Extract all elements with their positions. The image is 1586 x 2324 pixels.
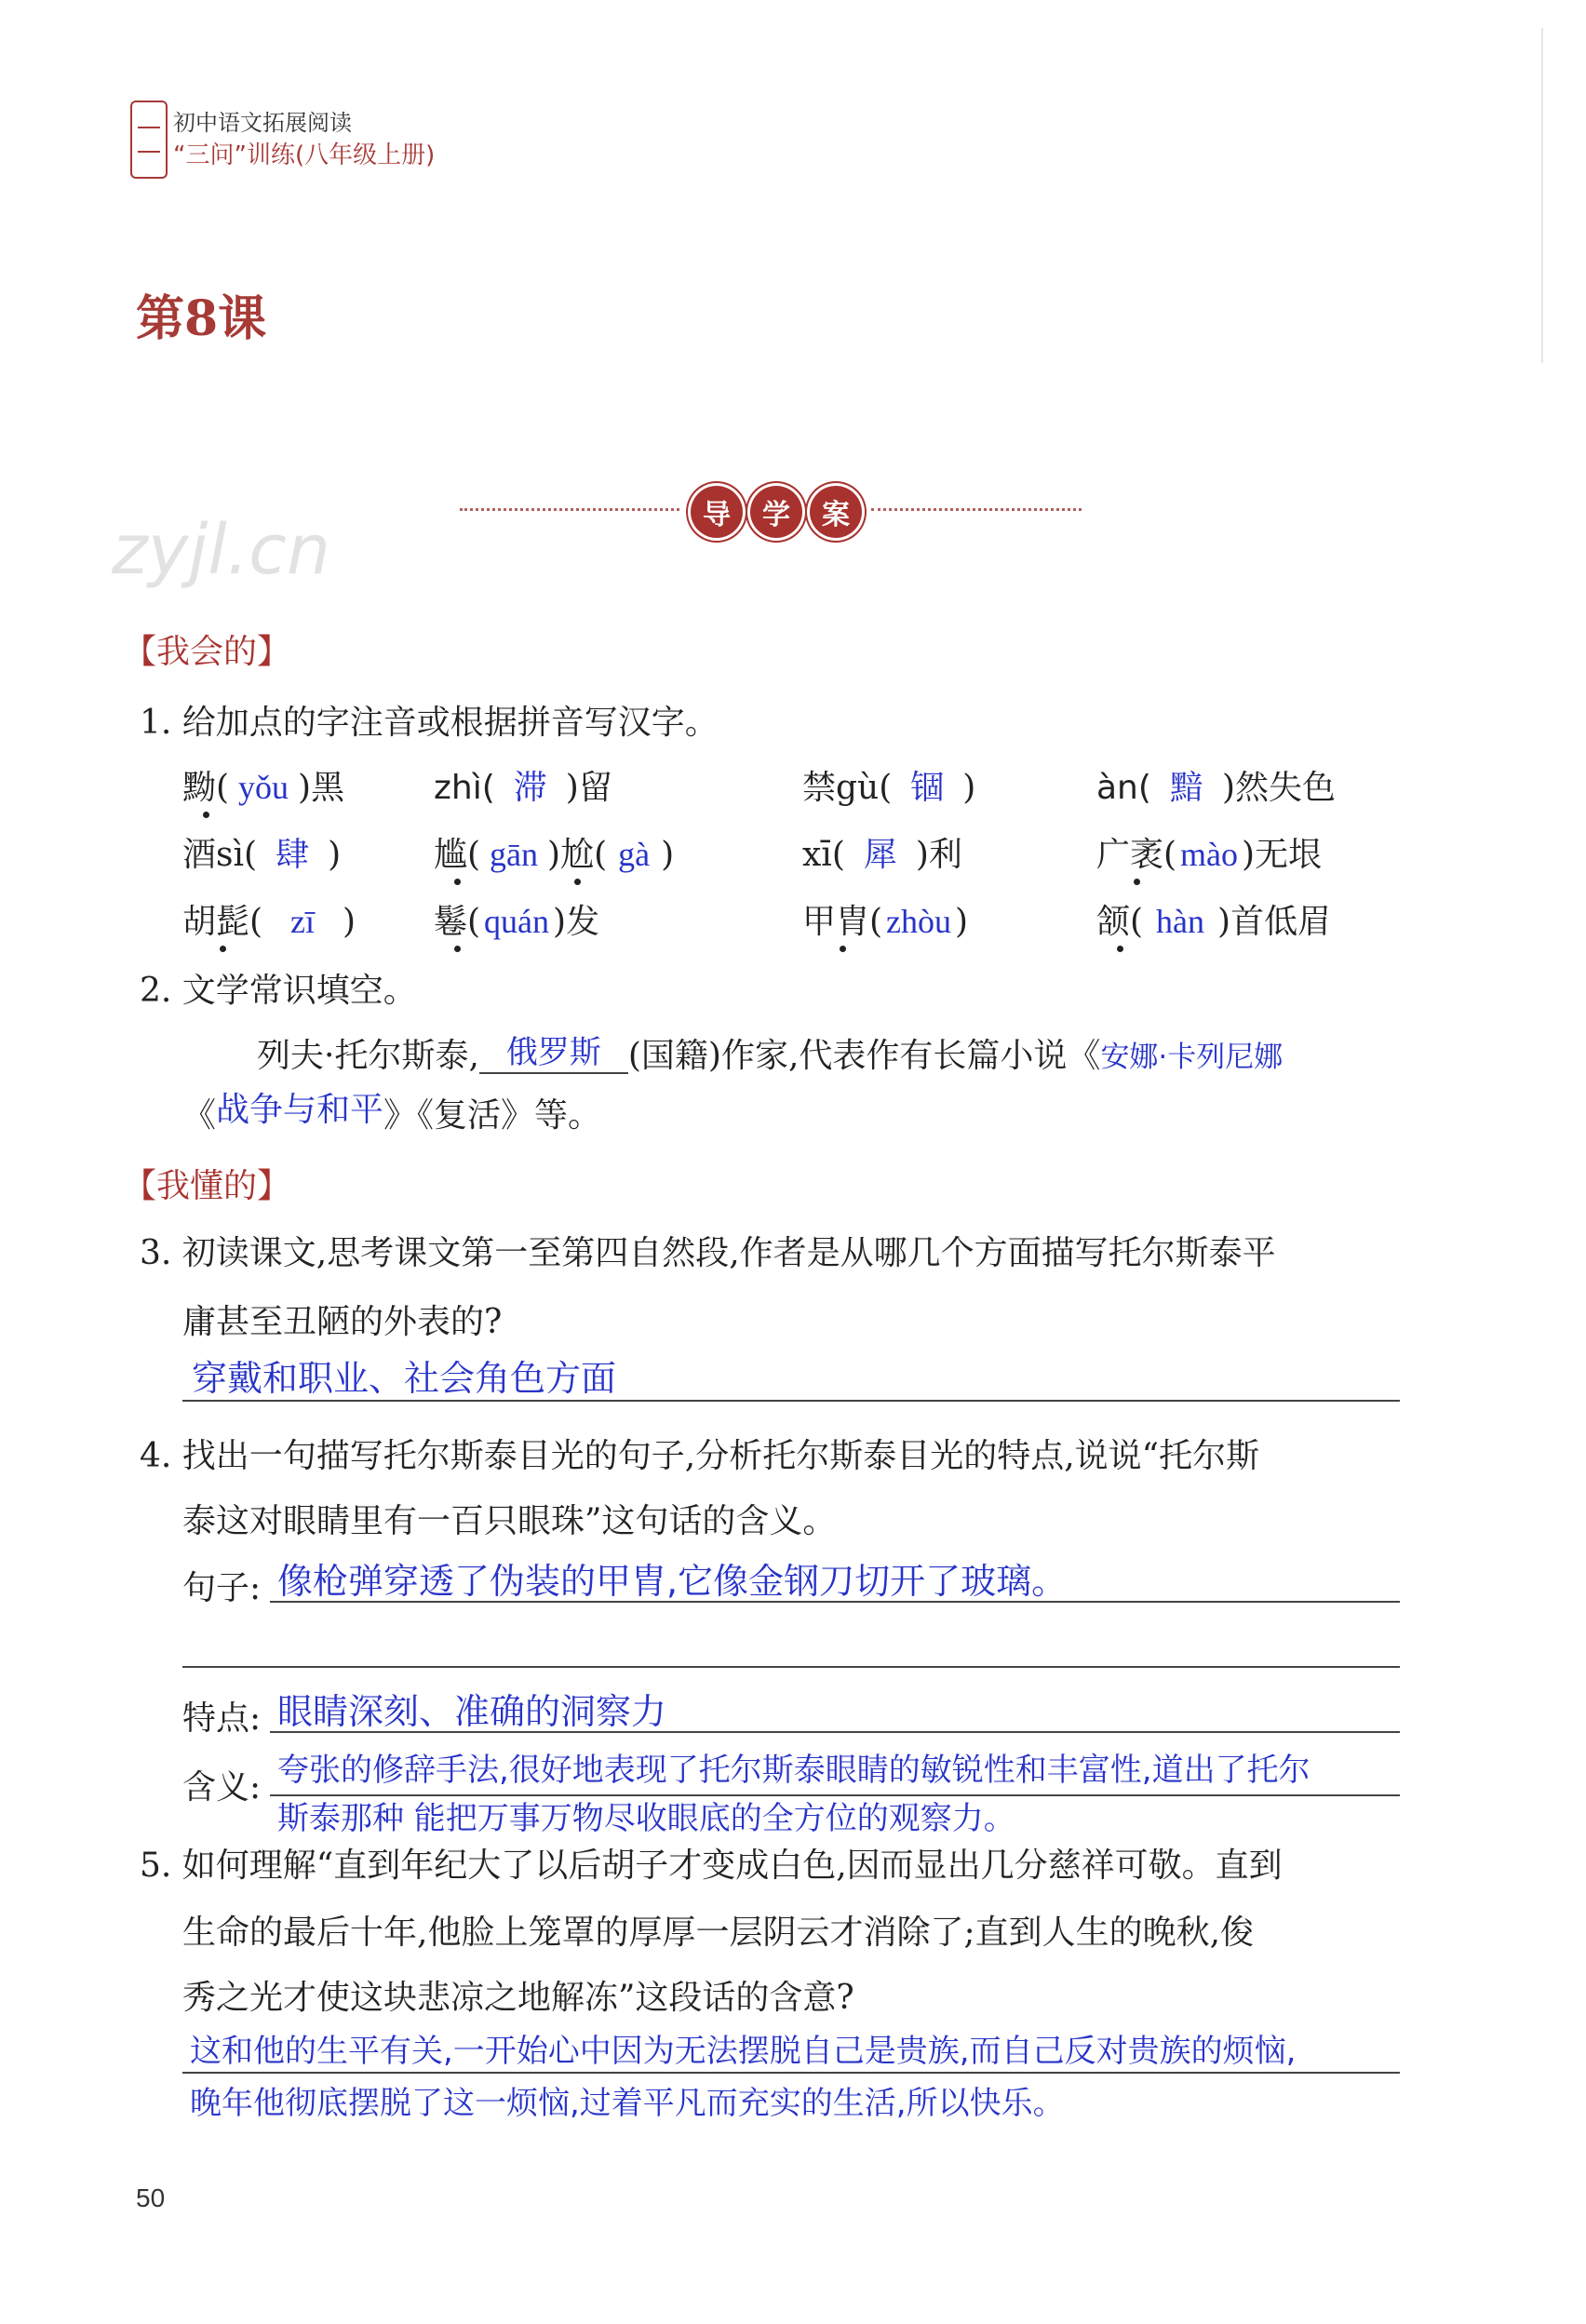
q1-item-post: )尬( xyxy=(547,836,608,874)
q4-answer-meaning-1: 夸张的修辞手法,很好地表现了托尔斯泰眼睛的敏锐性和丰富性,道出了托尔 xyxy=(277,1752,1310,1789)
q1-item xyxy=(434,828,674,876)
q1-item-answer: mào xyxy=(1180,836,1239,873)
q1-item-post: )黑 xyxy=(298,769,345,807)
q1-item-post: )留 xyxy=(565,769,612,807)
q2-text-d: 》《复活》等。 xyxy=(383,1096,602,1135)
q1-item-answer: gān xyxy=(490,836,539,873)
q1-item-post: )然失色 xyxy=(1221,769,1336,807)
q3-line-2: 庸甚至丑陋的外表的? xyxy=(182,1303,503,1341)
q1-item-post-2: ) xyxy=(661,836,675,874)
q1-item-pre: xī( xyxy=(802,836,845,874)
lesson-title: 第8课 xyxy=(136,290,267,347)
q4-label-feature: 特点: xyxy=(182,1699,262,1738)
q1-item-post: )首低眉 xyxy=(1217,903,1332,941)
watermark: zyjl.cn xyxy=(112,510,330,590)
q1-item xyxy=(434,761,612,809)
answer-line xyxy=(270,1731,1400,1733)
q4-answer-feature: 眼睛深刻、准确的洞察力 xyxy=(277,1691,667,1732)
q2-answer-novel-1: 安娜·卡列尼娜 xyxy=(1100,1041,1284,1074)
q1-item-pre: àn( xyxy=(1096,769,1151,807)
banner-badge-2: 学 xyxy=(750,486,802,538)
q2-answer-novel-2: 战争与和平 xyxy=(216,1091,384,1129)
q1-item-pre: 尴( xyxy=(434,836,481,874)
q2-text-c: 《 xyxy=(182,1096,217,1135)
q1-item-pre: 禁gù( xyxy=(802,769,893,807)
q1-item-answer-2: gà xyxy=(618,836,651,873)
q4-line-2: 泰这对眼睛里有一百只眼珠”这句话的含义。 xyxy=(182,1502,837,1540)
q1-item-post: )发 xyxy=(553,903,600,941)
banner-badge-3: 案 xyxy=(810,486,862,538)
q1-item xyxy=(1096,828,1322,876)
q1-item-pre: 鬈( xyxy=(434,903,481,941)
q1-item-answer: 滞 xyxy=(513,769,547,807)
banner-divider-right xyxy=(871,508,1082,511)
q1-item xyxy=(182,895,356,943)
q2-line-2 xyxy=(182,1089,601,1136)
q4-answer-sentence: 像枪弹穿透了伪装的甲胄,它像金钢刀切开了玻璃。 xyxy=(277,1561,1068,1602)
q1-item-answer: zī xyxy=(290,903,316,940)
q1-item-pre: 胡髭( xyxy=(182,903,263,941)
q1-item-post: ) xyxy=(328,836,342,874)
q2-text-b: (国籍)作家,代表作有长篇小说《 xyxy=(627,1037,1101,1075)
q1-item-answer: hàn xyxy=(1156,903,1205,940)
q1-prompt: 1. 给加点的字注音或根据拼音写汉字。 xyxy=(140,704,719,742)
q5-answer-2: 晚年他彻底摆脱了这一烦恼,过着平凡而充实的生活,所以快乐。 xyxy=(190,2085,1065,2122)
q1-item-post: ) xyxy=(343,903,356,941)
q1-item-pre: 黝( xyxy=(182,769,230,807)
q5-line-2: 生命的最后十年,他脸上笼罩的厚厚一层阴云才消除了;直到人生的晚秋,俊 xyxy=(182,1914,1255,1952)
q1-item-answer: quán xyxy=(484,903,550,940)
q4-label-meaning: 含义: xyxy=(182,1768,262,1807)
q1-item-answer: 犀 xyxy=(863,836,897,874)
q1-item-answer: yǒu xyxy=(238,769,289,806)
q5-line-1: 5. 如何理解“直到年纪大了以后胡子才变成白色,因而显出几分慈祥可敬。直到 xyxy=(140,1847,1283,1885)
q1-item-pre: 颔( xyxy=(1096,903,1144,941)
banner-divider-left xyxy=(460,508,679,511)
section-heading-1: 【我会的】 xyxy=(123,633,291,671)
q1-item-answer: zhòu xyxy=(886,903,952,940)
page-number: 50 xyxy=(136,2183,166,2212)
series-seal-logo xyxy=(130,101,168,179)
q1-item xyxy=(434,895,599,943)
q1-item xyxy=(802,828,962,876)
q3-line-1: 3. 初读课文,思考课文第一至第四自然段,作者是从哪几个方面描写托尔斯泰平 xyxy=(140,1234,1276,1272)
book-subtitle: “三问”训练(八年级上册) xyxy=(173,141,436,169)
q1-item xyxy=(182,828,341,876)
q4-answer-meaning-2: 斯泰那种 能把万事万物尽收眼底的全方位的观察力。 xyxy=(277,1800,1015,1837)
q1-item-post: ) xyxy=(962,769,976,807)
q1-item-post: )无垠 xyxy=(1242,836,1323,874)
q1-item xyxy=(802,895,968,943)
q1-item-pre: 甲胄( xyxy=(802,903,883,941)
q2-answer-country: 俄罗斯 xyxy=(479,1027,628,1074)
book-title: 初中语文拓展阅读 xyxy=(173,110,352,136)
q2-prompt: 2. 文学常识填空。 xyxy=(140,972,417,1010)
q1-item xyxy=(1096,761,1336,809)
q1-item-pre: 广袤( xyxy=(1096,836,1177,874)
q1-item-answer: 黯 xyxy=(1169,769,1203,807)
q2-text-a: 列夫·托尔斯泰, xyxy=(257,1037,479,1075)
q1-item xyxy=(182,761,344,809)
section-heading-2: 【我懂的】 xyxy=(123,1167,291,1205)
q1-item xyxy=(1096,895,1331,943)
q5-answer-1: 这和他的生平有关,一开始心中因为无法摆脱自己是贵族,而自己反对贵族的烦恼, xyxy=(190,2033,1297,2070)
answer-line xyxy=(270,1601,1400,1603)
answer-line xyxy=(182,1400,1400,1402)
q2-line-1 xyxy=(257,1029,1283,1078)
q1-item-pre: zhì( xyxy=(434,769,495,807)
q5-line-3: 秀之光才使这块悲凉之地解冻”这段话的含意? xyxy=(182,1979,854,2017)
answer-line xyxy=(182,1666,1400,1668)
q1-item-answer: 锢 xyxy=(910,769,945,807)
q1-item-post: ) xyxy=(955,903,969,941)
q1-item-post: )利 xyxy=(915,836,962,874)
q4-label-sentence: 句子: xyxy=(182,1569,262,1607)
q1-item-answer: 肆 xyxy=(276,836,310,874)
banner-badge-1: 导 xyxy=(691,486,743,538)
q3-answer: 穿戴和职业、社会角色方面 xyxy=(192,1358,617,1399)
q4-line-1: 4. 找出一句描写托尔斯泰目光的句子,分析托尔斯泰目光的特点,说说“托尔斯 xyxy=(140,1437,1260,1475)
q1-item-pre: 酒sì( xyxy=(182,836,258,874)
q1-item xyxy=(802,761,975,809)
answer-line xyxy=(182,2072,1400,2074)
page-edge-shadow xyxy=(1541,28,1543,363)
